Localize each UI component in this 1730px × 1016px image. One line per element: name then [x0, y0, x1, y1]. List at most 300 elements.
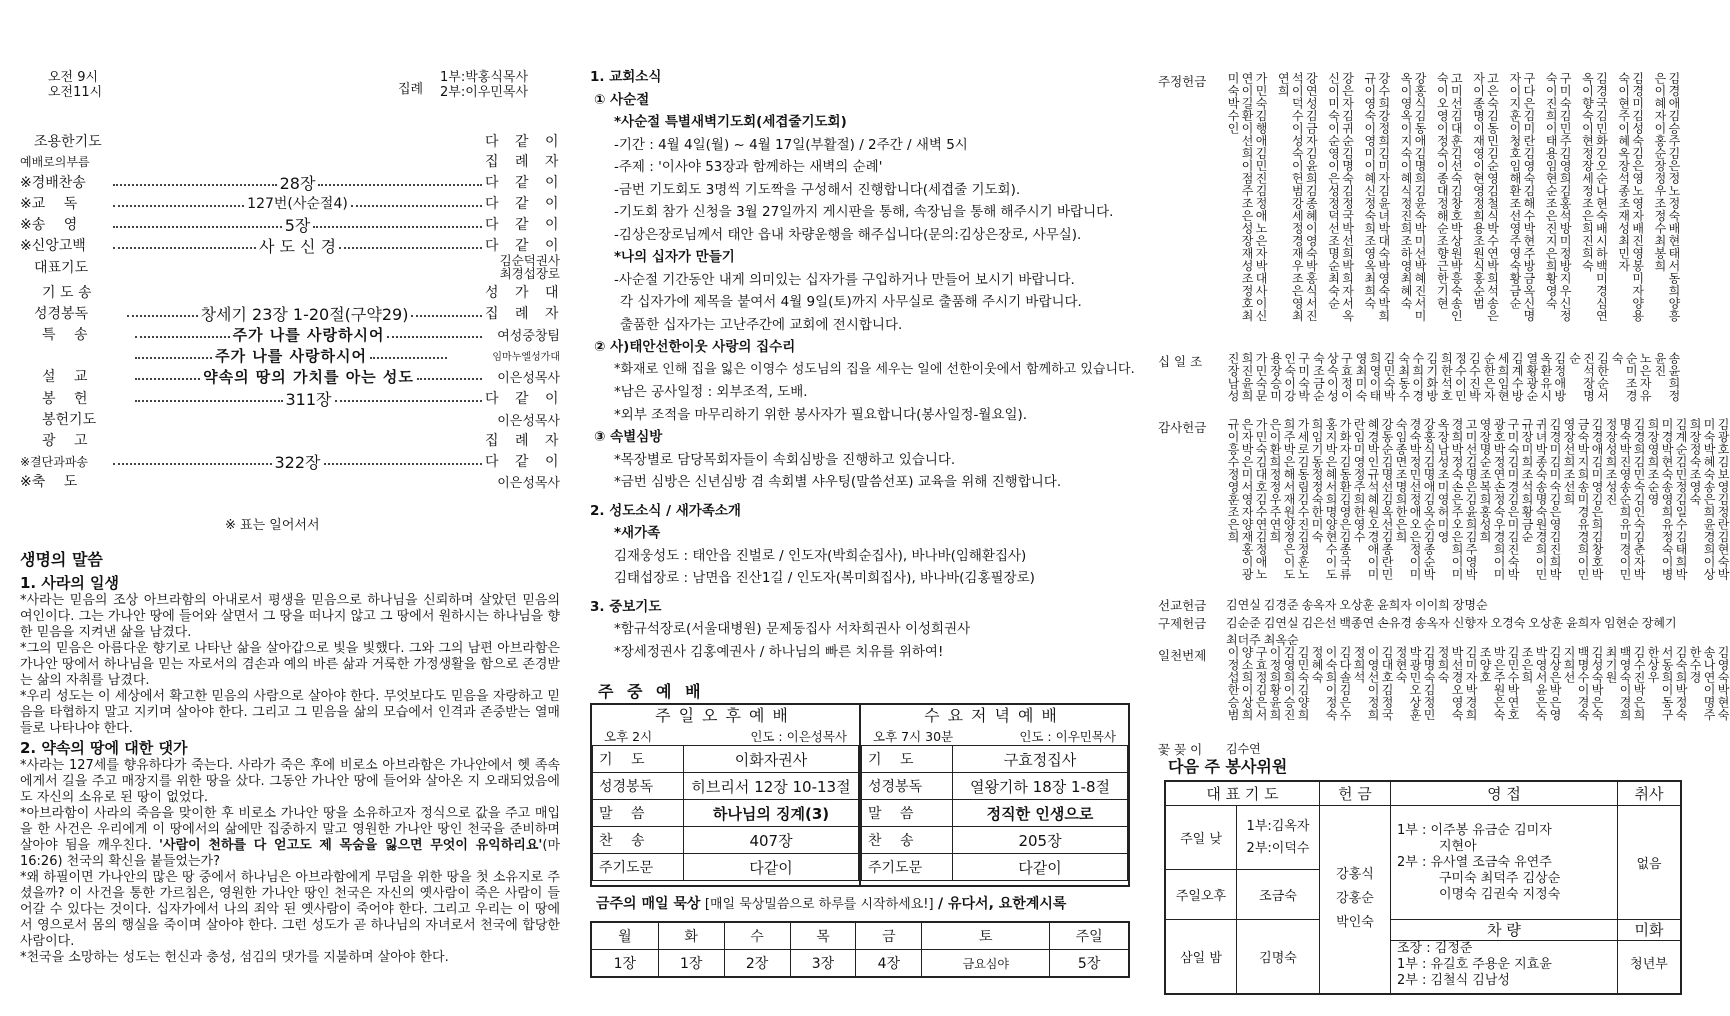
dot-leader: [135, 378, 200, 380]
offering-label: 십 일 조: [1158, 354, 1203, 369]
offering-name: 이이희: [1414, 598, 1450, 612]
order-leader-dots: [132, 324, 485, 345]
order-label: 성경봉독: [34, 306, 89, 322]
service-times: [48, 70, 102, 100]
dot-leader: [370, 357, 447, 359]
dot-leader: [113, 184, 277, 186]
dot-leader: [411, 315, 482, 317]
order-leader-dots: [132, 366, 485, 387]
offering-name-column: 김계순김민정김일수김태희박미경박현숙송영희유정숙이병희장영희조순영: [1646, 418, 1688, 581]
order-value: 127번(사순절4): [247, 196, 348, 212]
offering-name-column: 가민숙김행애김민진김정애노은자박대사이신연이길환이선희이점주조은성장재성조정호최미숙박수인: [1226, 72, 1268, 322]
leader-label: 집례: [398, 82, 424, 97]
news-line: -김상은장로님께서 태안 읍내 차량운행을 해주십니다(문의:김상은장로, 사무실).: [614, 226, 1082, 243]
header-offering: 헌 금: [1320, 781, 1391, 806]
service-row-value: 정직한 인생으로: [953, 800, 1128, 827]
service-row: [593, 773, 859, 800]
offering-name-column: 가민숙문희진윤희진장남성: [1226, 352, 1268, 402]
offering-name-column: 김미자박경희박선경오영숙정희숙: [1436, 646, 1478, 721]
offering-name-column: 김상은박은영박영서윤은숙조은희: [1520, 646, 1562, 721]
service-row-value: 하나님의 징계(3): [684, 800, 859, 827]
offering-name-column: 김성숙박은숙백명수이경숙지희선: [1562, 646, 1604, 721]
offering-name: 최더주: [1226, 633, 1261, 647]
offering-name-column: 김영숙박현숙송나연이명주한수경: [1688, 646, 1730, 721]
order-item: [20, 150, 565, 172]
offering-names-block: [1226, 646, 1730, 730]
beauty-header: 미화: [1618, 920, 1680, 941]
order-value: 주가 나를 사랑하시어: [215, 346, 367, 365]
offering-name: 신향자: [1452, 616, 1488, 630]
vehicle-line: 1부 : 유길호 주용운 지효윤: [1397, 957, 1552, 972]
dot-leader: [127, 315, 198, 317]
offering-name-column: 김민숙박희영이태영최미숙: [1354, 352, 1397, 402]
news-line: *목장별로 담당목회자들이 속회심방을 진행하고 있습니다.: [614, 451, 956, 468]
order-leader-dots: [132, 387, 485, 410]
service-row-value: 구효정집사: [953, 746, 1128, 773]
offering-name-column: 강홍식김명애김옥순김종순박경숙박정민선정애오은정이미숙임종면조명희한은희: [1394, 418, 1436, 581]
meditation-chapter: 4장: [856, 950, 922, 978]
sermon-paragraph: *왜 하필이면 가나안의 많은 땅 중에서 하나님은 아브라함에게 무덤을 위한 땅을 첫 소유지로 주셨을까? 이 사건을 통한 가르침은, 영원한 가나안 땅인 천국은 자신의 옛사람이 죽은 사람이 들어갈 수 있다는 것이다. 십자가에서 나의 죄악 된 옛사람이 죽어야 한다. 그리고 우리는 이 땅에서 영으로서 몸의 행실을 죽이며 살아야 한다. 그런 성도가 곧 하나님의 자녀로서 천국에 합당한 사람이다.: [20, 870, 560, 949]
news-line: *남은 공사일정 : 외부조적, 도배.: [614, 384, 808, 400]
order-leader-dots: [124, 302, 485, 325]
offering-name: 송옥자: [1301, 598, 1337, 612]
order-value: 사 도 신 경: [258, 236, 337, 256]
news-line: 김태섭장로 : 남면읍 진산1길 / 인도자(복미희집사), 바나바(김홍필장로): [614, 570, 1035, 586]
offering-name: 임현순: [1603, 616, 1639, 630]
order-responsible: 다 같 이: [485, 217, 565, 233]
welcome-line: 2부 : 유사열 조금숙 유연주: [1397, 854, 1552, 870]
offering-names-block: [1226, 72, 1681, 334]
meditation-day: 수: [724, 922, 790, 950]
sermon-paragraph: *천국을 소망하는 성도는 헌신과 충성, 섬김의 댓가를 지불하며 살아야 한다.: [20, 950, 449, 965]
order-responsible: 이은성목사: [497, 370, 560, 386]
service-row: [862, 854, 1128, 881]
offering-name-column: 강동순김명선김옥선김종란민혜경박인규석혜원오경애이미란임미영정주희한영수: [1352, 418, 1394, 581]
offering-label: 주정헌금: [1158, 74, 1207, 89]
sunday-afternoon-service: [592, 705, 861, 885]
offering-name-column: 송윤희정윤진: [1652, 352, 1681, 402]
service-table: [861, 745, 1128, 881]
offering-name-column: 김경애김미영김은희김창호박금숙박지희송미경유경희이민영장선희조선희: [1562, 418, 1604, 581]
meditation-day: 목: [790, 922, 856, 950]
weekday-heading: 주 중 예 배: [598, 682, 705, 701]
meditation-day: 월: [591, 922, 658, 950]
order-leader-dots: [110, 193, 485, 213]
offering-name: 김은선: [1301, 616, 1337, 630]
order-leader-dots: [110, 480, 485, 482]
offering-name: 오상훈: [1528, 616, 1564, 630]
header-welcome: 영 접: [1391, 781, 1618, 806]
order-label: ※신앙고백: [20, 238, 86, 254]
news-heading: 3. 중보기도: [590, 598, 662, 615]
leader-2: 2부:이우민목사: [440, 85, 528, 100]
offering-name-column: 김민숙김양희김영희이승진이정희황윤희: [1268, 646, 1310, 721]
cooking-value: 없음: [1618, 806, 1682, 920]
order-item: [20, 470, 560, 492]
sunday-afternoon-prayer: 조금숙: [1237, 870, 1320, 920]
dot-leader: [335, 400, 483, 402]
news-subtitle: *나의 십자가 만들기: [614, 249, 735, 265]
meditation-chapter: 5장: [1050, 950, 1129, 978]
vehicle-cell: [1391, 920, 1618, 994]
dot-leader: [113, 226, 282, 228]
order-item: [20, 429, 565, 451]
meditation-chapter: 1장: [658, 950, 724, 978]
offering-name: 강홍순: [1336, 891, 1374, 907]
offering-name-column: 가민숙김대호김수연김정애노은자박은미서영자양재홍이광규이흥수정영훈조은희: [1226, 418, 1268, 581]
offering-name: 장혜기: [1641, 616, 1677, 630]
service-row: [593, 746, 859, 773]
offering-name: 손유경: [1377, 616, 1412, 630]
meditation-day: 토: [922, 922, 1050, 950]
service-time: 오후 7시 30분: [873, 729, 954, 744]
offering-label: 구제헌금: [1158, 616, 1207, 631]
order-value: 311장: [285, 389, 332, 409]
dot-leader: [417, 378, 482, 380]
service-meta: [592, 727, 859, 745]
order-item: [20, 253, 560, 281]
order-responsible: 집 례 자: [485, 306, 565, 322]
row-label-wednesday: 삼일 밤: [1165, 920, 1237, 994]
order-leader-dots: [110, 160, 485, 162]
offering-name-column: 김수진박정수이민희한석호: [1439, 352, 1482, 402]
offering-names-row: [1226, 596, 1681, 613]
dot-leader: [318, 184, 482, 186]
order-leader-dots: [110, 213, 485, 236]
order-item: [20, 344, 560, 366]
offering-name-column: 김민수박연호박은주원은숙조양호: [1478, 646, 1520, 721]
order-item: [20, 192, 565, 214]
meditation-day: 주일: [1050, 922, 1129, 950]
offering-name-column: 구다은김미란김영숙김해수박현주방금옥신명자이지훈이청호임해환조선영주영숙황금순: [1507, 72, 1536, 322]
news-subtitle: *사순절 특별새벽기도회(세겹줄기도회): [614, 114, 847, 130]
news-line: -사순절 기간동안 내게 의미있는 십자가를 구입하거나 만들어 보시기 바랍니다.: [614, 271, 1075, 288]
dot-leader: [387, 336, 482, 338]
row-label-sunday-day: 주일 낮: [1165, 806, 1237, 870]
order-label: 조용한기도: [34, 134, 102, 150]
service-row: [593, 800, 859, 827]
offering-name-column: 김명숙김정민박광민오상훈정현숙: [1394, 646, 1436, 721]
service-row: [862, 800, 1128, 827]
offering-name-column: 김경희김민숙김인숙김춘자박명숙박진영송순희유미경이민정장성희조성진: [1604, 418, 1646, 581]
order-item: [20, 387, 565, 409]
news-line: 김재웅성도 : 태안읍 진벌로 / 인도자(박희순집사), 바나바(임해환집사): [614, 547, 1027, 564]
order-label: 기 도 송: [42, 285, 92, 301]
dot-leader: [324, 463, 483, 465]
prayer-name: 1부:김옥자: [1246, 818, 1310, 834]
order-item: [20, 365, 560, 387]
order-item: [20, 323, 560, 345]
order-responsible: 임마누엘성가대: [492, 351, 560, 363]
stand-note: ※ 표는 일어서서: [225, 518, 320, 533]
service-row-label: 성경봉독: [862, 773, 953, 800]
offering-name-column: 구미숙김미경김은미김진숙박광호박정연손정숙우경희이미영장명순조복희홍성희: [1478, 418, 1520, 581]
offering-name-column: 김계수방세희임현순한은자: [1482, 352, 1525, 402]
offering-name-column: 고미선김대훈김선숙김창호박상원박흥숙송인숙이오영이정숙이종대정해순조향근한기현: [1435, 72, 1464, 322]
order-label: 대표기도: [34, 260, 89, 276]
prayer-name: 2부:이덕수: [1246, 840, 1310, 856]
news-line: -기도회 참가 신청을 3월 27일까지 게시판을 통해, 속장님을 통해 해주시기 바랍니다.: [614, 204, 1114, 220]
offering-label: 선교헌금: [1158, 598, 1207, 613]
offering-name: 윤희자: [1377, 598, 1412, 612]
offering-name-column: 김다솔김은수이숙희이정숙정혜숙: [1310, 646, 1352, 721]
offering-name: 김경준: [1263, 598, 1299, 612]
order-leader-dots: [124, 266, 485, 268]
vehicle-header: 차 량: [1391, 920, 1617, 941]
header-cooking: 취사: [1618, 781, 1682, 806]
service-row: [862, 827, 1128, 854]
offering-name: 오상훈: [1339, 598, 1375, 612]
order-label: ※송 영: [20, 217, 78, 233]
service-row: [862, 746, 1128, 773]
news-item-title: ① 사순절: [594, 91, 650, 108]
dot-leader: [113, 463, 272, 465]
order-item: [20, 171, 565, 193]
order-item: [20, 234, 565, 256]
sermon-point-1-title: 1. 사라의 일생: [20, 574, 120, 592]
order-item: [20, 408, 560, 430]
service-row-label: 기 도: [862, 746, 953, 773]
meditation-heading: [596, 893, 1066, 913]
offering-names-row: [1226, 740, 1681, 757]
service-row-label: 찬 송: [593, 827, 684, 854]
service-table: [592, 745, 859, 881]
service-row-label: 주기도문: [593, 854, 684, 881]
offering-name-column: 고은숙김동민김순영김철식박수연박희석송은자이종명이재영이현영정희용조원식홍순범: [1471, 72, 1500, 322]
offering-names-block: [1226, 418, 1730, 588]
offering-name-column: 김경미김미숙김은영김진희박귀녀박종숙송명숙원경희이민규장미희조석희황금순: [1520, 418, 1562, 581]
order-responsible: 다 같 이: [485, 196, 565, 212]
service-row: [862, 773, 1128, 800]
dot-leader: [113, 205, 244, 207]
news-line: *함규석장로(서울대병원) 문제동집사 서차희권사 이성희권사: [614, 621, 971, 637]
order-label: 광 고: [42, 433, 88, 449]
dot-leader: [135, 357, 212, 359]
offering-name-column: 김광호김보영김정란김현숙박미숙박혜숙송은희윤경희이상희장정숙조영숙: [1688, 418, 1730, 581]
meditation-book: / 유다서, 요한계시록: [938, 896, 1067, 912]
order-leader-dots: [132, 439, 485, 441]
order-leader-dots: [132, 291, 485, 293]
news-line: 출품한 십자가는 고난주간에 교회에 전시합니다.: [620, 316, 903, 333]
meditation-chapter: 금요심야: [922, 950, 1050, 978]
order-leader-dots: [132, 345, 450, 366]
order-item: [20, 302, 565, 324]
vehicle-line: 2부 : 김철식 김남성: [1397, 973, 1510, 988]
offering-name-column: 구미숙김민주김영희김홍석방미정방지우신정숙이진희이태용임현순조은진지은희황영숙: [1544, 72, 1573, 322]
meditation-note: [매일 묵상밀씀으로 하루를 시작하세요!]: [704, 897, 934, 912]
offering-name-column: 강수희강정희김미자김윤녀박대숙박영숙박희규이영숙이영미이혜신정숙희조영옥최희숙: [1362, 72, 1391, 322]
order-responsible: 다 같 이: [485, 391, 565, 407]
offering-name: 송옥자: [1414, 616, 1450, 630]
beauty-cell: [1618, 920, 1682, 994]
service-row-value: 205장: [953, 827, 1128, 854]
news-line: -주제 : '이사야 53장과 함께하는 새벽의 순례': [614, 159, 883, 175]
order-responsible: 다 같 이: [485, 134, 565, 150]
order-label: 예배로의부름: [20, 154, 90, 169]
order-responsible: 다 같 이: [485, 454, 565, 470]
offering-name-column: 강연성김금자김윤희김종혜이영숙박홍식서진석이덕수이성숙이헌범강세정경재우조은영최연희: [1276, 72, 1319, 322]
order-leader-dots: [132, 418, 485, 420]
order-value: 주가 나를 사랑하시어: [232, 325, 385, 344]
sermon-paragraph: *사라는 127세를 향유하다가 죽는다. 사라가 죽은 후에 비로소 아브라함은 가나안에서 헷 족속에게서 길을 주고 매장지를 위한 땅을 샀다. 그동안 가나안 땅에 들어와 살아온 지 오래되었음에도 자신의 소유로 된 땅이 없었다.: [20, 758, 560, 805]
order-responsible: 이은성목사: [497, 413, 560, 429]
order-value: 28장: [279, 173, 316, 193]
order-label: 봉헌기도: [42, 412, 97, 428]
meditation-chapter: 1장: [591, 950, 658, 978]
service-row-value: 다같이: [953, 854, 1128, 881]
news-line: -기간 : 4월 4일(월) ~ 4월 17일(부활절) / 2주간 / 새벽 5시: [614, 136, 968, 153]
dot-leader: [113, 247, 256, 249]
welcome-names: [1391, 806, 1618, 920]
offering-name-column: 강은자김귀순김명숙김정국박선희박희자서옥신이미숙이순영이은성정덕선조명순최숙순: [1326, 72, 1355, 322]
service-time-2: 오전11시: [48, 85, 103, 100]
weekday-services: [590, 703, 1130, 887]
meditation-chapter: 3장: [790, 950, 856, 978]
news-heading: 1. 교회소식: [590, 69, 662, 85]
offering-name-column: 가세로김동림김수진김정훈노희주박은해서재원양정은이도은이환희정정우주연희: [1268, 418, 1310, 581]
offering-name-column: 노은자유순미조경숙: [1610, 352, 1653, 402]
order-responsible: 집 례 자: [485, 433, 565, 449]
offering-names-block: [1226, 352, 1681, 408]
wednesday-evening-service: [861, 705, 1128, 885]
sermon-paragraph: [20, 806, 560, 870]
offering-names: [1320, 806, 1391, 994]
vehicle-line: 조장 : 김정준: [1397, 941, 1473, 956]
leader-1: 1부:박홍식목사: [440, 70, 528, 85]
sermon-heading: 생명의 말씀: [20, 550, 103, 569]
order-item: [20, 450, 565, 472]
news-subtitle: *새가족: [614, 525, 661, 541]
service-row-label: 찬 송: [862, 827, 953, 854]
service-lead: 인도 : 이은성목사: [750, 729, 847, 744]
offering-name-column: 구효정김은서양소희이상희이정섭한승범: [1226, 646, 1268, 721]
offering-name-column: 김기화방수희이경숙최동수: [1396, 352, 1439, 402]
service-row-label: 성경봉독: [593, 773, 684, 800]
offering-name-column: 강홍식김동애김명희김윤숙박미선박혜진서미옥이영옥이지숙이혜식정진희조하영최혜숙: [1399, 72, 1428, 322]
offering-name-column: 김한순서진석장명순: [1567, 352, 1610, 402]
service-meta: [861, 727, 1128, 745]
order-label: ※축 도: [20, 474, 78, 490]
offering-name-column: 김경국김민화김오순나현숙배시하백미경심연옥이향숙이현정장세정조은희진희숙: [1580, 72, 1609, 322]
order-item: [20, 213, 565, 235]
order-label: ※경배찬송: [20, 175, 86, 191]
offering-name: 박인숙: [1336, 915, 1374, 931]
meditation-title: 금주의 매일 묵상: [596, 896, 701, 912]
service-name: 수요저녁예배: [924, 706, 1065, 725]
offering-name: 백종연: [1339, 616, 1375, 630]
offering-name-column: 구미숙박인숙이강용장승미: [1268, 352, 1311, 402]
offering-name-column: 구효정이상숙이성숙조금순: [1311, 352, 1354, 402]
service-row-value: 히브리서 12장 10-13절: [684, 773, 859, 800]
order-responsible: 이은성목사: [497, 475, 560, 491]
dot-leader: [351, 205, 482, 207]
service-row: [593, 854, 859, 881]
offering-names-row: [1226, 614, 1681, 648]
dot-leader: [313, 226, 482, 228]
service-row-value: 407장: [684, 827, 859, 854]
service-row-value: 다같이: [684, 854, 859, 881]
order-label: ※결단과파송: [20, 454, 89, 469]
service-row: [593, 827, 859, 854]
order-responsible: 여성중창팀: [497, 328, 560, 344]
meditation-day: 화: [658, 922, 724, 950]
news-line: *장세정권사 김홍예권사 / 하나님의 빠른 치유를 위하여!: [614, 643, 944, 660]
service-row-label: 주기도문: [862, 854, 953, 881]
dot-leader: [339, 247, 482, 249]
news-line: *화재로 인해 집을 잃은 이영수 성도님의 집을 세우는 일에 선한이웃에서 함께하고 있습니다.: [614, 361, 1135, 377]
order-item: [20, 130, 565, 152]
order-responsible: 다 같 이: [485, 238, 565, 254]
order-leader-dots: [110, 171, 485, 194]
service-lead: 인도 : 이우민목사: [1019, 729, 1116, 744]
header-prayer: 대 표 기 도: [1165, 781, 1320, 806]
order-value: 약속의 땅의 가치를 아는 성도: [203, 367, 414, 386]
service-row-value: 열왕기하 18장 1-8절: [953, 773, 1128, 800]
order-responsible: 집 례 자: [485, 154, 565, 170]
welcome-line: 1부 : 이주봉 유금순 김미자: [1397, 822, 1552, 838]
news-line: *외부 조적을 마무리하기 위한 봉사자가 필요합니다(봉사일정-월요일).: [614, 406, 1028, 423]
offering-name: 김연실: [1226, 598, 1261, 612]
order-value: 5장: [284, 215, 311, 235]
offering-name-column: 김수진박은희백영숙이경희최기원: [1604, 646, 1646, 721]
order-value: 창세기 23장 1-20절(구약29): [200, 304, 409, 324]
offering-label: 일천번제: [1158, 648, 1207, 663]
meditation-table: [590, 921, 1130, 978]
church-news: [590, 66, 1135, 663]
meditation-day: 금: [856, 922, 922, 950]
sermon-point-2-title: 2. 약속의 땅에 대한 댓가: [20, 739, 188, 757]
order-label: 특 송: [42, 327, 88, 343]
dot-leader: [135, 336, 230, 338]
service-row-label: 기 도: [593, 746, 684, 773]
welcome-line: 지현아: [1439, 838, 1477, 854]
sermon-ref: (마 16:26) 천국의 확신을 붙들었는가?: [20, 838, 561, 869]
beauty-value: 청년부: [1630, 957, 1668, 972]
order-label: ※교 독: [20, 196, 78, 212]
service-time-1: 오전 9시: [48, 70, 99, 85]
sunday-day-prayers: [1237, 806, 1320, 870]
service-row-label: 말 씀: [862, 800, 953, 827]
order-leader-dots: [110, 234, 485, 257]
order-responsible: 성 가 대: [485, 285, 565, 301]
offering-name-column: 가화자김동환김영은김종국류홍지박은혜서희명양현수이도희임기동정정숙한미숙: [1310, 418, 1352, 581]
offering-name: 강홍식: [1336, 867, 1374, 883]
offering-name: 김연실: [1263, 616, 1299, 630]
service-row-value: 이화자권사: [684, 746, 859, 773]
offering-name-column: 김대호김정국이영선이정희정희석: [1352, 646, 1394, 721]
order-leader-dots: [124, 140, 485, 142]
offering-name-column: 김경미김성숙김은영노영자배진영봉미자양용숙이현주이혜옥장석종조재성최민자: [1616, 72, 1645, 322]
vehicle-names: [1391, 941, 1617, 989]
welcome-line: 구미숙 최덕주 김상순: [1439, 870, 1561, 886]
volunteers-heading: 다음 주 봉사위원: [1168, 757, 1288, 776]
welcome-line: 이명숙 김권숙 지정숙: [1439, 886, 1561, 902]
news-item-title: ③ 속별심방: [594, 429, 663, 445]
news-item-title: ② 사)태안선한이웃 사랑의 집수리: [594, 339, 796, 355]
order-label: 봉 헌: [42, 391, 88, 407]
offering-name-column: 김숙희박정숙서동희이동구한상우: [1646, 646, 1688, 721]
sermon-paragraph: *우리 성도는 이 세상에서 확고한 믿음의 사람으로 살아야 한다. 무엇보다도 믿음을 자랑하고 믿음을 타협하지 말고 지키며 살아야 한다. 그리고 그 믿음을 삶의 모습에서 인격과 존중받는 열매들로 나타나야 한다.: [20, 689, 560, 736]
sermon-text: *아브라함이 사라의 죽음을 맞이한 후 비로소 가나안 땅을 소유하고자 정식으로 값을 주고 매입을 한 사건은 우리에게 이 땅에서의 삶에만 집중하지 말고 영원한 가나안 땅인 천국을 준비하며 살아야 됨을 깨우친다.: [20, 806, 560, 853]
order-responsible: 김순덕권사 최경섭장로: [499, 253, 560, 281]
offering-name-column: 김경애김승주김은정노정숙배현태서동희양흥은이혜자이홍순장정우조정수최봉희: [1652, 72, 1681, 322]
order-responsible: 다 같 이: [485, 175, 565, 191]
offering-name-column: 김정애방옥환유시열황광순: [1524, 352, 1567, 402]
offering-name: 최옥순: [1263, 633, 1299, 647]
order-value: 322장: [274, 452, 321, 472]
wednesday-prayer: 김명숙: [1237, 920, 1320, 994]
meditation-chapter: 2장: [724, 950, 790, 978]
